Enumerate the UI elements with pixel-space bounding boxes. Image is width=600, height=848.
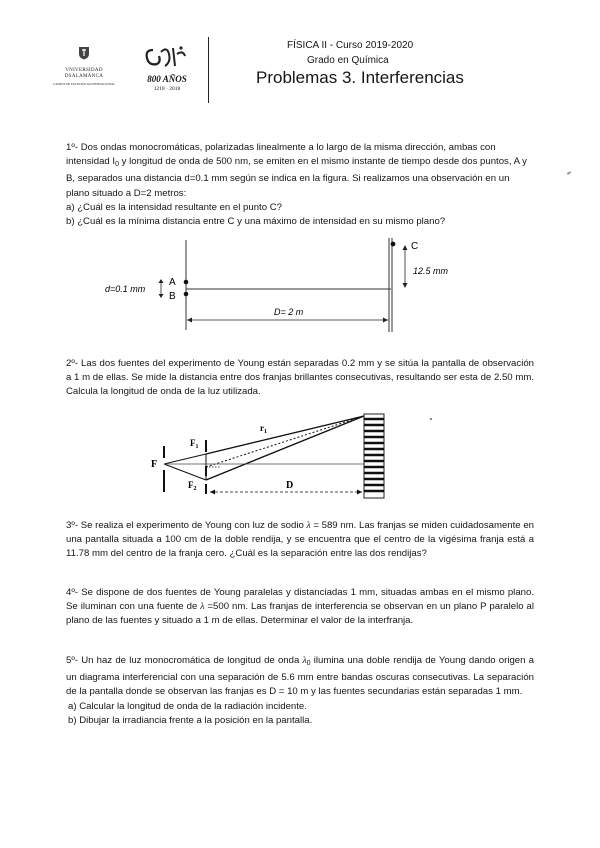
point-b bbox=[184, 292, 189, 297]
problem-3 bbox=[66, 519, 534, 562]
label-b: B bbox=[169, 291, 176, 302]
problem-1 bbox=[66, 141, 534, 229]
anniversary-logo bbox=[137, 44, 197, 96]
header-divider bbox=[208, 37, 209, 103]
label-F2: $F_2$ bbox=[188, 480, 197, 492]
anniversary-text: 800 AÑOS bbox=[147, 74, 187, 84]
problem-4-statement: 4º- Se dispone de dos fuentes de Young paralelas y distanciadas 1 mm, situadas ambas en el mismo plano. Se iluminan con una fuente de λ =500 nm. Las franjas de interferencia se observan en un plano P paralelo al plano de las fuentes y situado a 1 m de ellas. Determinar el valor de la interfranja. bbox=[66, 587, 534, 627]
problem-4-number: 4º bbox=[66, 587, 75, 598]
label-c: C bbox=[411, 241, 419, 252]
anniversary-years: 1218 · 2018 bbox=[153, 86, 181, 92]
problem-3-statement: 3º- Se realiza el experimento de Young con luz de sodio λ = 589 nm. Las franjas se miden cuidadosamente en una pantalla situada a 100 cm de la doble rendija, y se encuentra que el centro de la vigésima franja está a 11.78 mm del centro de la franja cero. ¿Cuál es la separación entre las dos rendijas? bbox=[66, 520, 534, 560]
degree-label: Grado en Química bbox=[307, 55, 389, 66]
problem-3-number: 3º bbox=[66, 520, 75, 531]
figure-2 bbox=[140, 408, 420, 510]
university-logo bbox=[44, 46, 124, 92]
scan-mark-dot bbox=[430, 418, 432, 420]
header bbox=[0, 0, 600, 110]
figure-1 bbox=[95, 232, 475, 340]
problem-5-part-a: a) Calcular la longitud de onda de la radiación incidente. bbox=[68, 700, 307, 712]
university-name-1: VNIVERSIDAD bbox=[65, 68, 103, 73]
problem-1-part-b: b) ¿Cuál es la mínima distancia entre C y una máximo de intensidad en su mismo plano? bbox=[66, 216, 446, 228]
problem-2-number: 2º bbox=[66, 358, 75, 369]
problem-1-number: 1º bbox=[66, 142, 75, 153]
university-name-2: DSALAMANCA bbox=[64, 74, 104, 79]
label-d: d=0.1 mm bbox=[105, 284, 146, 294]
problem-4 bbox=[66, 586, 534, 629]
label-height: 12.5 mm bbox=[413, 266, 449, 276]
problem-5 bbox=[66, 654, 534, 728]
problem-5-part-b: b) Dibujar la irradiancia frente a la posición en la pantalla. bbox=[68, 714, 313, 726]
label-D2: D bbox=[286, 480, 294, 491]
label-distance: D= 2 m bbox=[274, 307, 304, 317]
scan-mark bbox=[567, 171, 571, 175]
course-label: FÍSICA II - Curso 2019-2020 bbox=[287, 40, 414, 51]
problem-1-statement: 1º- Dos ondas monocromáticas, polarizadas linealmente a lo largo de la misma dirección, ambas con intensidad $I_0$ y longitud de onda de 500 nm, se emiten en el mismo instante de tiempo desde dos puntos, A y B, separados una distancia d=0.1 mm según se indica en la figura. Si realizamos una observación en un plano situado a D=2 metros: bbox=[66, 142, 527, 199]
point-a bbox=[184, 280, 189, 285]
label-a: A bbox=[169, 277, 176, 288]
problem-2 bbox=[66, 357, 534, 400]
label-F1: $F_1$ bbox=[190, 438, 199, 450]
page-title: Problemas 3. Interferencias bbox=[256, 68, 464, 87]
label-r1: $r_1$ bbox=[260, 423, 267, 435]
problem-2-statement: 2º- Las dos fuentes del experimento de Young están separadas 0.2 mm y se sitúa la pantalla de observación a 1 m de ellas. Se mide la distancia entre dos franjas brillantes consecutivas, resultando ser esta de 2.50 mm. Calcula la longitud de onda de la luz utilizada. bbox=[66, 358, 534, 398]
problem-5-statement: 5º- Un haz de luz monocromática de longitud de onda $\lambda_0$ ilumina una doble rendija de Young dando origen a un diagrama interferencial con una separación de 5.6 mm entre bandas oscuras consecutivas. La separación de la pantalla donde se observan las franjas es D = 10 m y las fuentes secundarias están separadas 1 mm. bbox=[66, 655, 535, 698]
label-F: F bbox=[151, 459, 158, 470]
university-tagline: CAMPUS DE EXCELENCIA INTERNACIONAL bbox=[53, 82, 115, 86]
university-crest-icon bbox=[78, 46, 90, 60]
anniversary-calligraphy-icon bbox=[143, 44, 189, 74]
problem-1-part-a: a) ¿Cuál es la intensidad resultante en el punto C? bbox=[66, 201, 282, 213]
point-c bbox=[391, 242, 396, 247]
problem-5-number: 5º bbox=[66, 655, 75, 666]
